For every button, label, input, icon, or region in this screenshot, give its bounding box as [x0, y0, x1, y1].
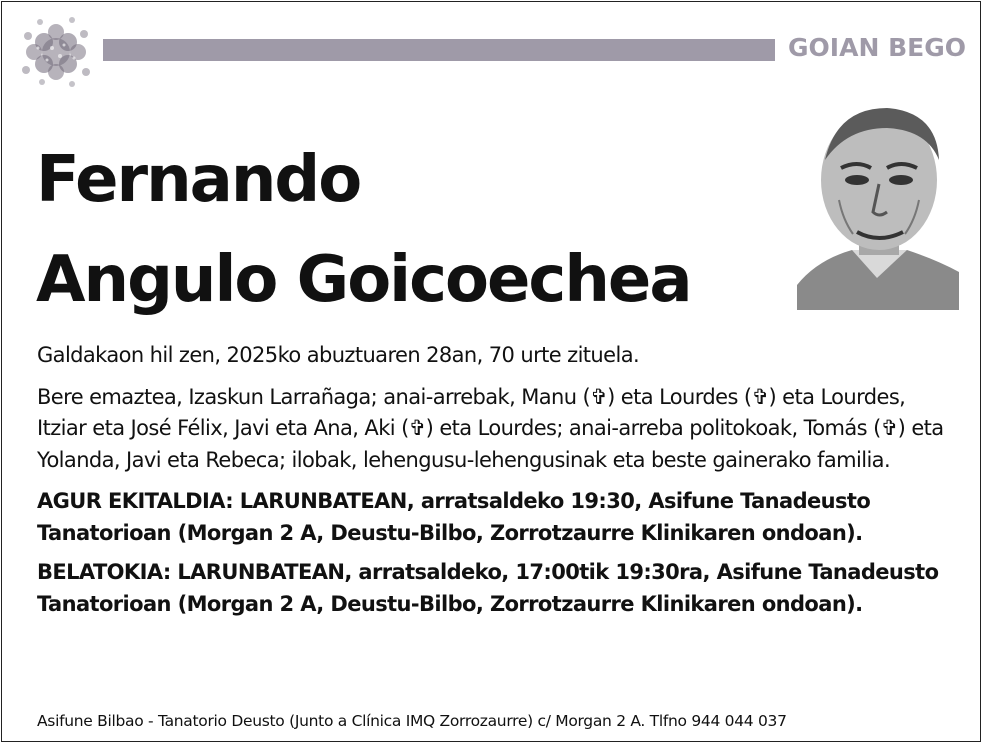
first-name: Fernando [36, 143, 361, 217]
wake-info: BELATOKIA: LARUNBATEAN, arratsaldeko, 17:00tik 19:30ra, Asifune Tanadeusto Tanatorioan (Morgan 2 A, Deustu-Bilbo, Zorrotzaurre Klinikaren ondoan). [37, 560, 939, 616]
surnames: Angulo Goicoechea [36, 243, 691, 317]
flower-icon [14, 12, 98, 90]
death-notice: Galdakaon hil zen, 2025ko abuztuaren 28an, 70 urte zituela. [37, 343, 640, 367]
portrait-photo [797, 100, 959, 310]
farewell-ceremony: AGUR EKITALDIA: LARUNBATEAN, arratsaldeko 19:30, Asifune Tanadeusto Tanatorioan (Morgan 2 A, Deustu-Bilbo, Zorrotzaurre Klinikaren ondoan). [37, 489, 871, 545]
obituary-text [37, 340, 957, 620]
deceased-name [36, 130, 691, 330]
header-bar [103, 39, 775, 61]
location-label: GOIAN BEGO [788, 33, 966, 62]
family-list: Bere emaztea, Izaskun Larrañaga; anai-arrebak, Manu (✞) eta Lourdes (✞) eta Lourdes, Itziar eta José Félix, Javi eta Ana, Aki (✞) eta Lourdes; anai-arreba politokoak, Tomás (✞) eta Yolanda, Javi eta Rebeca; ilobak, lehengusu-lehengusinak eta beste gainerako familia. [37, 384, 944, 472]
funeral-home-contact: Asifune Bilbao - Tanatorio Deusto (Junto a Clínica IMQ Zorrozaurre) c/ Morgan 2 A. Tlfno 944 044 037 [37, 712, 787, 730]
